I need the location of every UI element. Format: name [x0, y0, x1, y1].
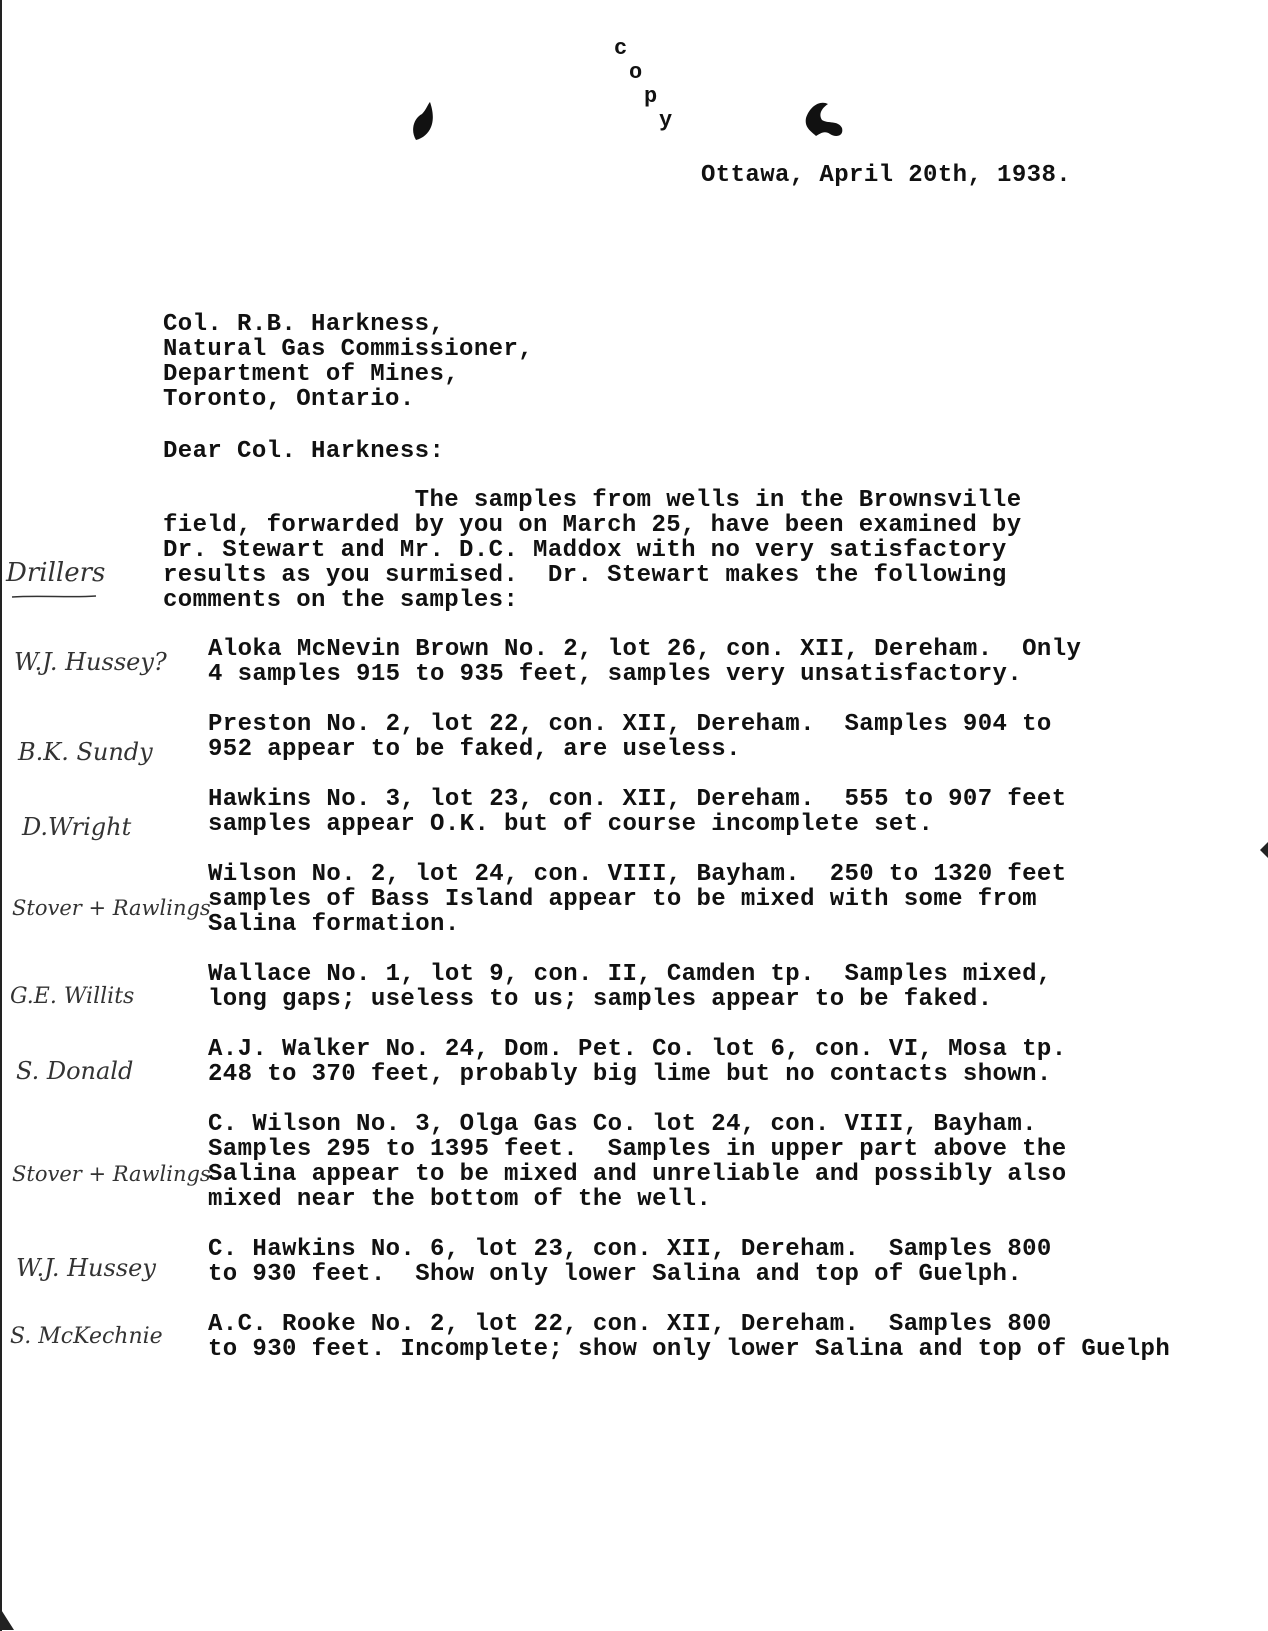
well-entry [208, 862, 1067, 937]
entry-line: A.J. Walker No. 24, Dom. Pet. Co. lot 6, con. VI, Mosa tp. [208, 1036, 1067, 1063]
copy-letter: c [614, 36, 628, 61]
entry-line: samples of Bass Island appear to be mixed with some from [208, 886, 1037, 913]
address-line: Col. R.B. Harkness, [163, 311, 445, 338]
entry-line: Salina appear to be mixed and unreliable and possibly also [208, 1161, 1067, 1188]
intro-line: field, forwarded by you on March 25, have been examined by [163, 512, 1022, 539]
entry-line: mixed near the bottom of the well. [208, 1186, 712, 1213]
well-entry [208, 1312, 1170, 1362]
entry-line: to 930 feet. Show only lower Salina and top of Guelph. [208, 1261, 1023, 1288]
intro-line: results as you surmised. Dr. Stewart makes the following [163, 562, 1007, 589]
entry-line: 4 samples 915 to 935 feet, samples very unsatisfactory. [208, 661, 1023, 688]
scan-artifact [0, 1608, 16, 1631]
well-entry [208, 712, 1052, 762]
ink-blot [408, 100, 438, 142]
entry-line: to 930 feet. Incomplete; show only lower Salina and top of Guelph [208, 1336, 1171, 1363]
entry-line: 952 appear to be faked, are useless. [208, 736, 741, 763]
ink-blot [802, 98, 850, 144]
entry-line: C. Wilson No. 3, Olga Gas Co. lot 24, con. VIII, Bayham. [208, 1111, 1037, 1138]
scan-edge [0, 0, 2, 1631]
entry-line: Salina formation. [208, 911, 460, 938]
address-line: Natural Gas Commissioner, [163, 336, 534, 363]
driller-note: W.J. Hussey? [14, 648, 167, 676]
entry-line: A.C. Rooke No. 2, lot 22, con. XII, Dereham. Samples 800 [208, 1311, 1052, 1338]
driller-note: Stover + Rawlings [12, 896, 211, 920]
entry-line: Wallace No. 1, lot 9, con. II, Camden tp. Samples mixed, [208, 961, 1052, 988]
copy-letter: p [644, 84, 658, 109]
well-entry [208, 637, 1081, 687]
entry-line: Samples 295 to 1395 feet. Samples in upper part above the [208, 1136, 1067, 1163]
intro-line: Dr. Stewart and Mr. D.C. Maddox with no very satisfactory [163, 537, 1007, 564]
scan-artifact [1258, 842, 1268, 858]
entry-line: C. Hawkins No. 6, lot 23, con. XII, Dereham. Samples 800 [208, 1236, 1052, 1263]
well-entry [208, 1237, 1052, 1287]
driller-note: B.K. Sundy [18, 738, 153, 766]
salutation: Dear Col. Harkness: [163, 438, 445, 465]
driller-note: G.E. Willits [10, 984, 135, 1009]
copy-letter: y [659, 108, 673, 133]
intro-line: The samples from wells in the Brownsville [163, 487, 1022, 514]
entry-line: Hawkins No. 3, lot 23, con. XII, Dereham. 555 to 907 feet [208, 786, 1067, 813]
entry-line: 248 to 370 feet, probably big lime but no contacts shown. [208, 1061, 1052, 1088]
address-line: Department of Mines, [163, 361, 460, 388]
margin-heading-underline [10, 594, 98, 600]
margin-heading-drillers: Drillers [6, 558, 106, 588]
copy-letter: o [629, 60, 643, 85]
intro-line: comments on the samples: [163, 587, 519, 614]
well-entry [208, 962, 1052, 1012]
entry-line: Wilson No. 2, lot 24, con. VIII, Bayham. 250 to 1320 feet [208, 861, 1067, 888]
well-entry [208, 1112, 1067, 1212]
entry-line: Preston No. 2, lot 22, con. XII, Dereham. Samples 904 to [208, 711, 1052, 738]
entry-line: long gaps; useless to us; samples appear to be faked. [208, 986, 993, 1013]
driller-note: Stover + Rawlings [12, 1162, 211, 1186]
address-line: Toronto, Ontario. [163, 386, 415, 413]
well-entry [208, 787, 1067, 837]
well-entry [208, 1037, 1067, 1087]
driller-note: S. McKechnie [10, 1324, 163, 1349]
driller-note: W.J. Hussey [16, 1254, 156, 1282]
entry-line: samples appear O.K. but of course incomplete set. [208, 811, 934, 838]
driller-note: S. Donald [16, 1057, 134, 1085]
letter-date: Ottawa, April 20th, 1938. [701, 162, 1072, 189]
driller-note: D.Wright [22, 813, 132, 841]
entry-line: Aloka McNevin Brown No. 2, lot 26, con. XII, Dereham. Only [208, 636, 1082, 663]
